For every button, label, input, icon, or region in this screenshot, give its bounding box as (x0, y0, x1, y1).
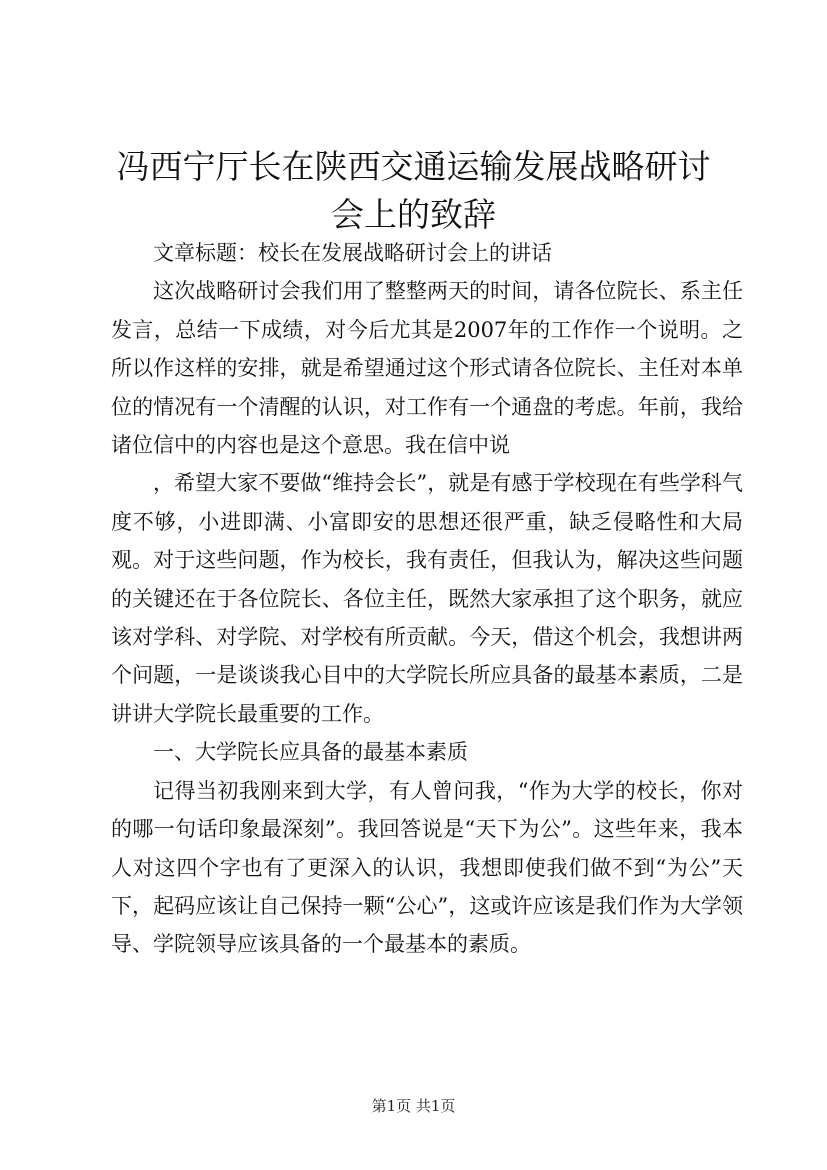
body-paragraph: ，希望大家不要做“维持会长”，就是有感于学校现在有些学科气度不够，小进即满、小富即安的思想还很严重，缺乏侵略性和大局观。对于这些问题，作为校长，我有责任，但我认为，解决这些问题的关键还在于各位院长、各位主任，既然大家承担了这个职务，就应该对学科、对学院、对学校有所贡献。今天，借这个机会，我想讲两个问题，一是谈谈我心目中的大学院长所应具备的最基本素质，二是讲讲大学院长最重要的工作。 (111, 471, 743, 726)
page-footer: 第1页 共1页 (371, 1097, 456, 1115)
body-paragraph: 记得当初我刚来到大学，有人曾问我，“作为大学的校长，你对的哪一句话印象最深刻”。我回答说是“天下为公”。这些年来，我本人对这四个字也有了更深入的认识，我想即使我们做不到“为公”天下，起码应该让自己保持一颗“公心”，这或许应该是我们作为大学领导、学院领导应该具备的一个最基本的素质。 (111, 778, 743, 957)
section-heading: 一、大学院长应具备的最基本素质 (153, 740, 468, 765)
document-title: 冯西宁厅长在陕西交通运输发展战略研讨会上的致辞 (116, 147, 711, 234)
article-heading-paragraph: 文章标题：校长在发展战略研讨会上的讲话 (153, 241, 552, 265)
body-paragraph: 这次战略研讨会我们用了整整两天的时间，请各位院长、系主任发言，总结一下成绩，对今后尤其是2007年的工作作一个说明。之所以作这样的安排，就是希望通过这个形式请各位院长、主任对本单位的情况有一个清醒的认识，对工作有一个通盘的考虑。年前，我给诸位信中的内容也是这个意思。我在信中说 (111, 279, 743, 458)
document-body (111, 234, 743, 964)
